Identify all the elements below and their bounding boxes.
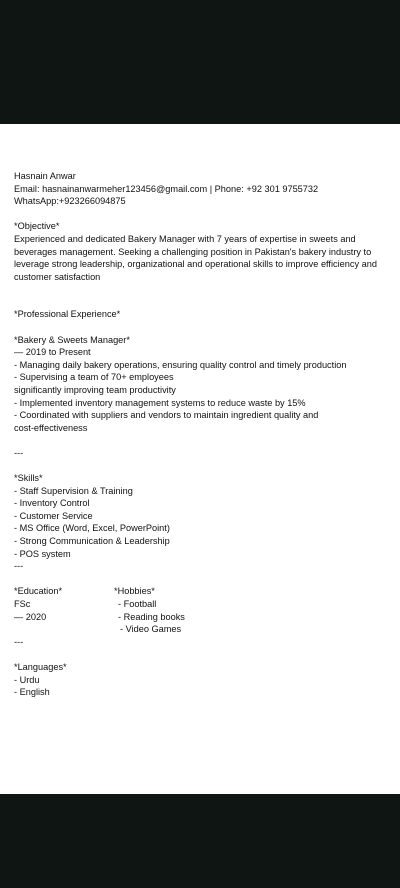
language-item: - Urdu [14,674,40,685]
skill-item: - Customer Service [14,510,93,521]
whatsapp-line: WhatsApp:+923266094875 [14,196,126,207]
job-period: — 2019 to Present [14,347,91,358]
skill-item: - Inventory Control [14,498,90,509]
resume-text [14,170,388,699]
education-degree: FSc [14,599,31,609]
education-heading: *Education* [14,586,63,597]
skill-item: - Staff Supervision & Training [14,485,133,496]
skill-item: - Strong Communication & Leadership [14,536,170,547]
section-separator: --- [14,636,24,647]
education-hobbies-row [14,585,388,635]
experience-bullet: - Coordinated with suppliers and vendors to maintain ingredient quality and [14,410,319,421]
hobby-item: - Video Games [120,624,182,635]
experience-bullet: cost-effectiveness [14,422,88,433]
skill-item: - MS Office (Word, Excel, PowerPoint) [14,523,170,534]
education-section [14,585,114,635]
hobby-item: - Reading books [118,611,185,622]
skills-heading: *Skills* [14,473,43,484]
languages-heading: *Languages* [14,661,67,672]
skill-item: - POS system [14,548,71,559]
section-separator: --- [14,561,24,572]
hobbies-heading: *Hobbies* [114,586,155,597]
section-separator: --- [14,447,24,458]
top-dark-bar [0,0,400,124]
objective-heading: *Objective* [14,221,60,232]
job-role: *Bakery & Sweets Manager* [14,334,130,345]
bottom-dark-bar [0,794,400,888]
education-year: — 2020 [14,611,47,622]
hobby-item: - Football [118,599,157,609]
contact-line: Email: hasnainanwarmeher123456@gmail.com | Phone: +92 301 9755732 [14,183,319,194]
experience-bullet: - Managing daily bakery operations, ensuring quality control and timely production [14,359,347,370]
experience-heading: *Professional Experience* [14,309,121,320]
objective-text: Experienced and dedicated Bakery Manager with 7 years of expertise in sweets and beverages management. Seeking a challenging position in Pakistan's bakery industry to leverage strong leadership, organizational and operational skills to improve efficiency and customer satisfaction [14,233,377,282]
experience-bullet: - Implemented inventory management systems to reduce waste by 15% [14,397,306,408]
experience-bullet: significantly improving team productivity [14,384,176,395]
resume-page [0,124,400,794]
hobbies-section [114,585,185,635]
experience-bullet: - Supervising a team of 70+ employees [14,372,174,383]
candidate-name: Hasnain Anwar [14,171,76,181]
language-item: - English [14,687,50,698]
